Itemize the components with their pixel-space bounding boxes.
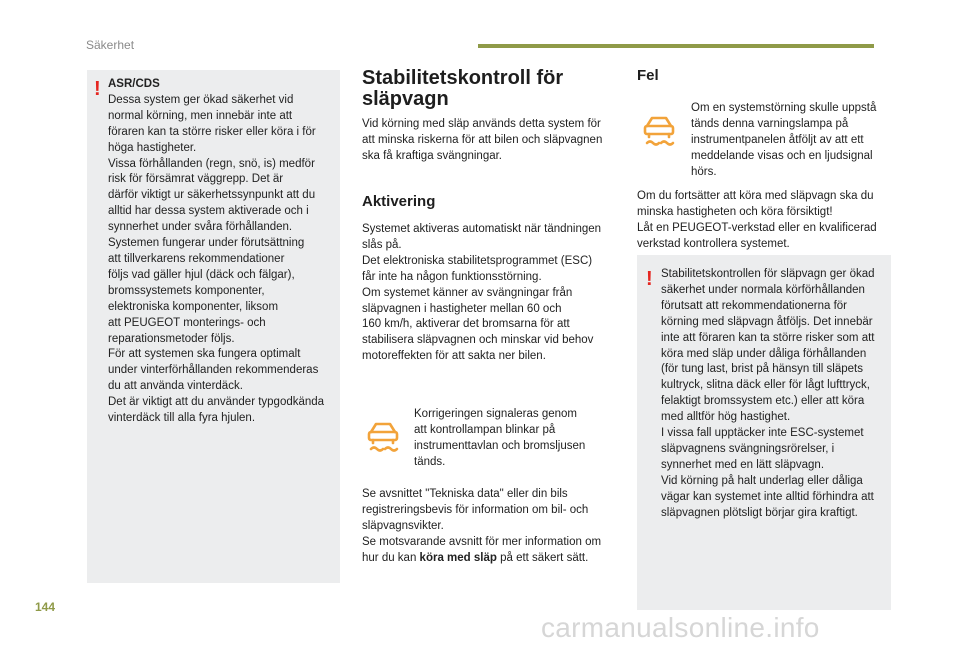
text-line: släpvagnen plötsligt börjar gira kraftigt.: [661, 506, 858, 519]
text-line: bromssystemets komponenter,: [108, 284, 265, 297]
text-line: att minska riskerna för att bilen och släpvagnen: [362, 133, 603, 146]
text-line: Se motsvarande avsnitt för mer information om: [362, 535, 602, 548]
page-title: [362, 68, 622, 110]
text-line: synnerhet under svåra förhållanden.: [108, 221, 293, 234]
text-line: ska få kraftiga svängningar.: [362, 149, 502, 162]
page-number: 144: [35, 600, 56, 614]
text-line: får inte ha någon funktionsstörning.: [362, 270, 542, 283]
text-line: Låt en PEUGEOT-verkstad eller en kvalificerad: [637, 221, 877, 234]
text-line: körning med släpvagn åtföljs. Det innebär: [661, 315, 873, 328]
watermark: carmanualsonline.info: [541, 612, 820, 643]
fault-paragraph: [637, 189, 897, 253]
text-line: Om systemet känner av svängningar från: [362, 286, 573, 299]
text-line: att PEUGEOT monterings- och: [108, 316, 266, 329]
text-line: Vid körning på halt underlag eller dåliga: [661, 474, 863, 487]
text-line: följs vad gäller hjul (däck och fälgar),: [108, 268, 295, 281]
fault-heading: Fel: [637, 67, 659, 84]
text-line: att kontrollampan blinkar på: [414, 423, 556, 436]
asr-cds-lines: [108, 93, 338, 427]
text-line: normal körning, men innebär inte att: [108, 109, 293, 122]
text-line: Systemen fungerar under förutsättning: [108, 237, 305, 250]
text-line: I vissa fall upptäcker inte ESC-systemet: [661, 427, 864, 440]
text-line: För att systemen ska fungera optimalt: [108, 348, 301, 361]
text-line: tänds.: [414, 455, 446, 468]
text-line: Se avsnittet "Tekniska data" eller din bils: [362, 488, 568, 500]
text-line: risk för försämrat väggrepp. Det är: [108, 173, 284, 186]
references-lines: [362, 487, 632, 551]
text-line: Om du fortsätter att köra med släpvagn ska du: [637, 190, 874, 202]
text-line: Stabilitetskontrollen för släpvagn ger ökad: [661, 268, 875, 280]
text-line: kultryck, slitna däck eller för lågt lufttryck,: [661, 379, 870, 392]
text-line: släpvagnens svängningsrörelser, i: [661, 442, 835, 455]
text-line: registreringsbevis för information om bil- och: [362, 503, 589, 516]
text-line: Dessa system ger ökad säkerhet vid: [108, 93, 294, 106]
text-line: inte att föraren kan ta större risker som att: [661, 331, 875, 344]
text-line: föraren kan ta större risker eller köra i för: [108, 125, 316, 138]
text-line: synnerhet med en lätt släpvagn.: [661, 458, 825, 471]
indicator-paragraph: [414, 407, 614, 471]
safe-towing-bold: köra med släp: [419, 551, 497, 564]
text-line: under vinterförhållanden rekommenderas: [108, 364, 319, 377]
trailer-stability-warning-text: [661, 267, 889, 522]
section-header: Säkerhet: [86, 38, 135, 52]
text-line: (för tung last, brist på hänsyn till släpets: [661, 363, 863, 376]
text-line: slås på.: [362, 238, 402, 251]
text-line: Vid körning med släp används detta system för: [362, 118, 601, 130]
text-line: med alltför hög hastighet.: [661, 411, 791, 424]
text-line: vägar kan systemet inte alltid förhindra att: [661, 490, 874, 503]
text-line: minska hastigheten och köra försiktigt!: [637, 205, 833, 218]
text-line: elektroniska komponenter, liksom: [108, 300, 279, 313]
text-line: köra med släp under dåliga förhållanden: [661, 347, 867, 360]
text-line: Vissa förhållanden (regn, snö, is) medför: [108, 157, 315, 170]
page-title-line-2: släpvagn: [362, 88, 449, 110]
text-line: Det elektroniska stabilitetsprogrammet (ESC): [362, 254, 593, 267]
text-line: alltid har dessa system aktiverade och i: [108, 205, 309, 218]
fault-lamp-paragraph: [691, 101, 891, 181]
safe-towing-line: [362, 551, 632, 567]
text-line: hörs.: [691, 165, 717, 178]
text-line: du att använda vinterdäck.: [108, 380, 243, 393]
activation-paragraph: [362, 222, 632, 365]
text-line: vinterdäck till alla fyra hjulen.: [108, 412, 256, 425]
text-line: felaktigt bromssystem etc.) eller att köra: [661, 395, 865, 408]
text-line: Om en systemstörning skulle uppstå: [691, 102, 877, 114]
safe-towing-prefix: hur du kan: [362, 551, 420, 564]
intro-paragraph: [362, 117, 632, 165]
asr-cds-title: ASR/CDS: [108, 78, 160, 90]
text-line: därför viktigt ur säkerhetssynpunkt att du: [108, 189, 316, 202]
text-line: verkstad kontrollera systemet.: [637, 237, 790, 250]
text-line: Det är viktigt att du använder typgodkända: [108, 396, 325, 409]
text-line: tänds denna varningslampa på: [691, 117, 849, 130]
text-line: instrumentpanelen åtföljt av att ett: [691, 133, 864, 146]
trailer-stability-warning-box: [637, 255, 891, 610]
text-line: förutsatt att rekommendationerna för: [661, 299, 848, 312]
text-line: meddelande visas och en ljudsignal: [691, 149, 873, 162]
text-line: höga hastigheter.: [108, 141, 197, 154]
header-rule: [478, 44, 874, 48]
page-title-line-1: Stabilitetskontroll för: [362, 67, 564, 89]
safe-towing-suffix: på ett säkert sätt.: [496, 551, 589, 564]
asr-cds-text: [108, 77, 338, 427]
text-line: att tillverkarens rekommendationer: [108, 252, 285, 265]
trailer-fault-warning-icon: [641, 112, 677, 148]
text-line: stabilisera släpvagnen och minskar vid behov: [362, 334, 594, 347]
exclamation-warning-icon: !: [94, 78, 101, 100]
text-line: instrumenttavlan och bromsljusen: [414, 439, 586, 452]
text-line: reparationsmetoder följs.: [108, 332, 235, 345]
text-line: Systemet aktiveras automatiskt när tändningen: [362, 223, 602, 235]
trailer-stability-warning-icon: [365, 418, 401, 454]
asr-cds-warning-box: [87, 70, 340, 583]
activation-heading: Aktivering: [362, 193, 436, 210]
text-line: släpvagnen i hastigheter mellan 60 och: [362, 302, 562, 315]
text-line: Korrigeringen signaleras genom: [414, 408, 578, 420]
text-line: säkerhet under normala körförhållanden: [661, 283, 865, 296]
text-line: släpvagnsvikter.: [362, 519, 444, 532]
text-line: 160 km/h, aktiverar det bromsarna för att: [362, 318, 570, 331]
text-line: motoreffekten för att sakta ner bilen.: [362, 350, 546, 363]
exclamation-warning-icon: !: [646, 268, 653, 290]
references-paragraph: [362, 487, 632, 567]
